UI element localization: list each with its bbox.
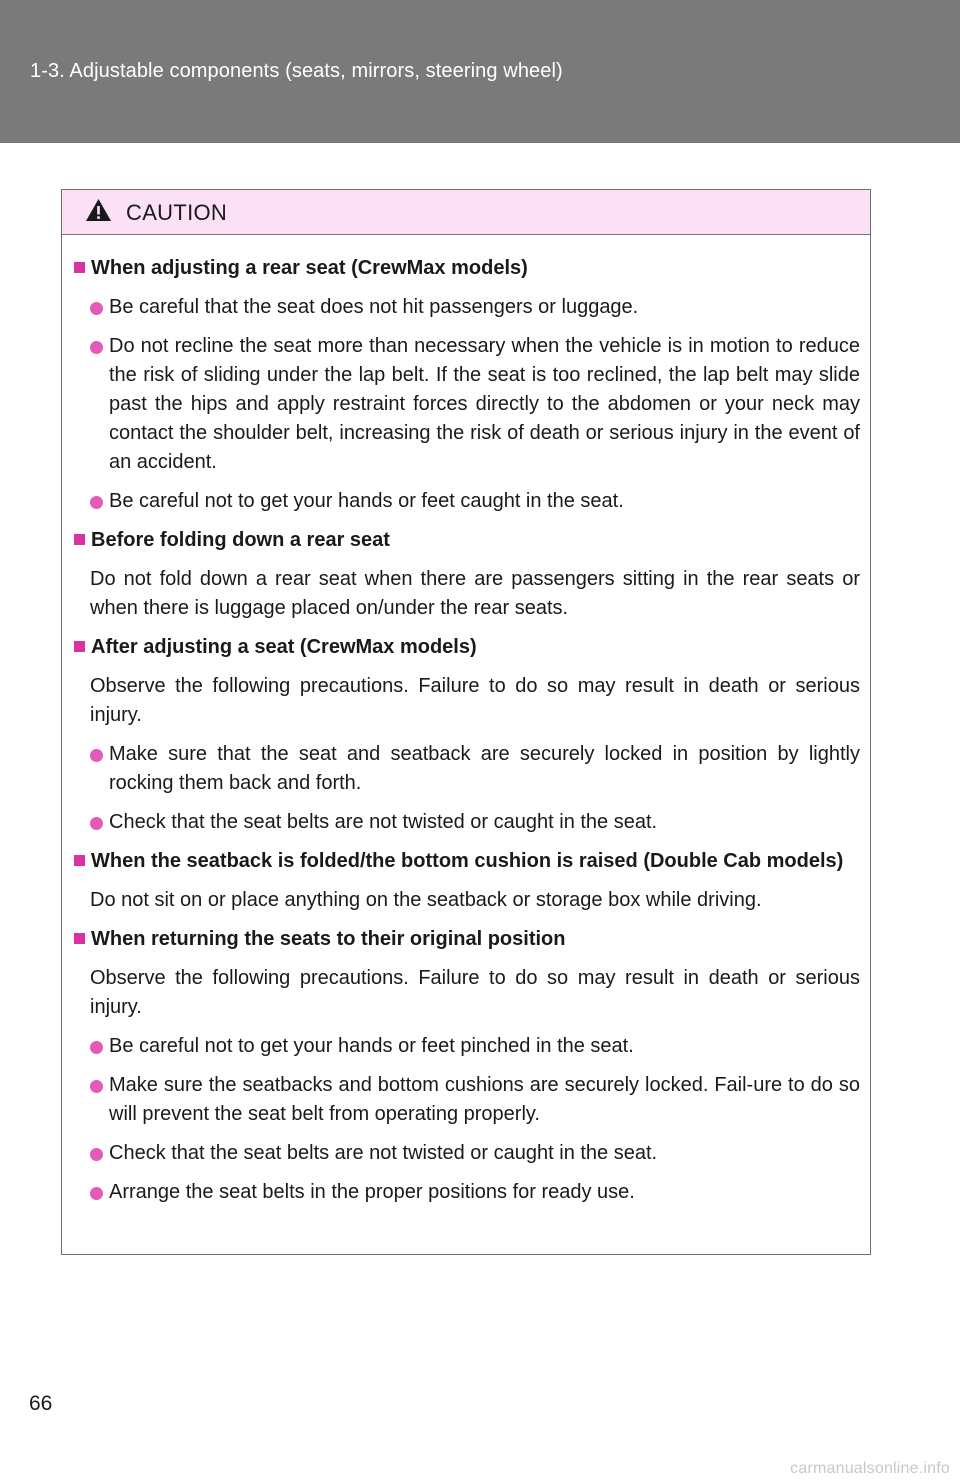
bullet-item: Be careful not to get your hands or feet caught in the seat. — [74, 487, 860, 516]
bullet-item: Make sure that the seat and seatback are securely locked in position by lightly rocking them back and forth. — [74, 740, 860, 798]
square-bullet-icon — [74, 534, 85, 545]
circle-bullet-icon — [90, 496, 103, 509]
bullet-item: Make sure the seatbacks and bottom cushions are securely locked. Fail-ure to do so will prevent the seat belt from operating properly. — [74, 1071, 860, 1129]
square-bullet-icon — [74, 855, 85, 866]
section-text: Observe the following precautions. Failure to do so may result in death or serious injury. — [90, 675, 860, 726]
section-heading: When returning the seats to their original position — [74, 925, 860, 954]
caution-header — [62, 190, 870, 235]
section-text: Do not sit on or place anything on the seatback or storage box while driving. — [90, 889, 762, 911]
circle-bullet-icon — [90, 1187, 103, 1200]
bullet-item: Check that the seat belts are not twisted or caught in the seat. — [74, 808, 860, 837]
circle-bullet-icon — [90, 749, 103, 762]
circle-bullet-icon — [90, 1148, 103, 1161]
square-bullet-icon — [74, 933, 85, 944]
section-heading: After adjusting a seat (CrewMax models) — [74, 633, 860, 662]
square-bullet-icon — [74, 641, 85, 652]
bullet-item: Do not recline the seat more than necessary when the vehicle is in motion to reduce the risk of sliding under the lap belt. If the seat is too reclined, the lap belt may slide past the hips and apply restraint forces directly to the abdomen or your neck may contact the shoulder belt, increasing the risk of death or serious injury in the event of an accident. — [74, 332, 860, 477]
section-text: Do not fold down a rear seat when there are passengers sitting in the rear seats or when there is luggage placed on/under the rear seats. — [90, 568, 860, 619]
circle-bullet-icon — [90, 1041, 103, 1054]
page-number: 66 — [29, 1392, 53, 1415]
page-header — [0, 0, 960, 143]
bullet-item: Be careful that the seat does not hit passengers or luggage. — [74, 293, 860, 322]
section-heading: When adjusting a rear seat (CrewMax models) — [74, 254, 860, 283]
section-heading: When the seatback is folded/the bottom cushion is raised (Double Cab models) — [74, 847, 860, 876]
bullet-item: Check that the seat belts are not twisted or caught in the seat. — [74, 1139, 860, 1168]
circle-bullet-icon — [90, 341, 103, 354]
circle-bullet-icon — [90, 817, 103, 830]
caution-title: CAUTION — [126, 200, 228, 225]
square-bullet-icon — [74, 262, 85, 273]
caution-content — [74, 254, 860, 1207]
section-title: 1-3. Adjustable components (seats, mirrors, steering wheel) — [30, 60, 563, 82]
bullet-item: Arrange the seat belts in the proper positions for ready use. — [74, 1178, 860, 1207]
section-heading: Before folding down a rear seat — [74, 526, 860, 555]
circle-bullet-icon — [90, 302, 103, 315]
warning-triangle-icon — [85, 198, 112, 222]
watermark: carmanualsonline.info — [790, 1460, 950, 1477]
circle-bullet-icon — [90, 1080, 103, 1093]
caution-box — [61, 189, 871, 1255]
bullet-item: Be careful not to get your hands or feet pinched in the seat. — [74, 1032, 860, 1061]
section-text: Observe the following precautions. Failure to do so may result in death or serious injury. — [90, 967, 860, 1018]
